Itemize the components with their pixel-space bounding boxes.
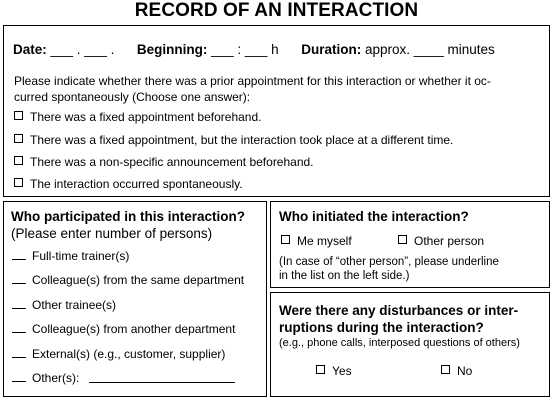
date-time-line xyxy=(13,41,495,58)
beginning-field[interactable]: ___ : ___ h xyxy=(211,42,279,57)
option-label: The interaction occurred spontaneously. xyxy=(30,177,243,191)
disturbance-option-no[interactable] xyxy=(441,364,472,379)
checkbox[interactable] xyxy=(14,178,23,187)
option-label: No xyxy=(457,364,473,378)
participants-subheading: (Please enter number of persons) xyxy=(11,226,213,241)
initiator-option-me[interactable] xyxy=(281,234,352,249)
appointment-instruction xyxy=(14,73,544,105)
participant-row[interactable] xyxy=(12,273,244,288)
beginning-label: Beginning: xyxy=(136,42,208,57)
checkbox[interactable] xyxy=(398,235,407,244)
disturbances-examples: (e.g., phone calls, interposed questions of others) xyxy=(279,337,520,349)
participant-label: Full-time trainer(s) xyxy=(32,249,130,263)
option-label: Me myself xyxy=(297,234,352,248)
appointment-option[interactable] xyxy=(14,155,314,170)
count-blank[interactable] xyxy=(12,323,26,333)
checkbox[interactable] xyxy=(14,134,23,143)
participant-row[interactable] xyxy=(12,371,235,386)
participant-label: Other trainee(s) xyxy=(32,298,117,312)
participant-row[interactable] xyxy=(12,298,116,313)
appointment-option[interactable] xyxy=(14,110,261,125)
participant-row[interactable] xyxy=(12,347,225,362)
count-blank[interactable] xyxy=(12,274,26,284)
option-label: There was a fixed appointment, but the interaction took place at a different time. xyxy=(30,133,454,147)
participants-heading: Who participated in this interaction? xyxy=(11,209,246,224)
disturbance-option-yes[interactable] xyxy=(316,364,352,379)
initiator-option-other[interactable] xyxy=(398,234,484,249)
initiator-heading: Who initiated the interaction? xyxy=(279,209,469,224)
other-specify-field[interactable] xyxy=(89,371,235,383)
count-blank[interactable] xyxy=(12,372,26,382)
option-label: There was a non-specific announcement beforehand. xyxy=(30,155,314,169)
count-blank[interactable] xyxy=(12,348,26,358)
duration-field[interactable]: approx. ____ minutes xyxy=(364,42,495,57)
appointment-option[interactable] xyxy=(14,177,243,192)
option-label: Other person xyxy=(414,234,485,248)
participant-label: External(s) (e.g., customer, supplier) xyxy=(32,347,226,361)
date-field[interactable]: ___ . ___ . xyxy=(50,42,115,57)
date-label: Date: xyxy=(13,42,47,57)
participant-row[interactable] xyxy=(12,322,235,337)
checkbox[interactable] xyxy=(14,111,23,120)
heading-line-2: ruptions during the interaction? xyxy=(279,320,484,335)
count-blank[interactable] xyxy=(12,250,26,260)
option-label: Yes xyxy=(332,364,352,378)
note-line-1: (In case of “other person”, please underline xyxy=(279,256,499,268)
disturbances-heading xyxy=(279,302,518,336)
page-title: RECORD OF AN INTERACTION xyxy=(134,0,419,21)
duration-label: Duration: xyxy=(301,42,362,57)
participant-label: Colleague(s) from another department xyxy=(32,322,236,336)
checkbox[interactable] xyxy=(441,365,450,374)
heading-line-1: Were there any disturbances or inter- xyxy=(279,303,519,318)
checkbox[interactable] xyxy=(14,156,23,165)
appointment-option[interactable] xyxy=(14,133,453,148)
initiator-note xyxy=(279,255,499,283)
option-label: There was a fixed appointment beforehand. xyxy=(30,110,262,124)
participant-row[interactable] xyxy=(12,249,129,264)
count-blank[interactable] xyxy=(12,299,26,309)
note-line-2: in the list on the left side.) xyxy=(279,270,410,282)
instruction-line-2: curred spontaneously (Choose one answer): xyxy=(14,90,251,104)
checkbox[interactable] xyxy=(316,365,325,374)
checkbox[interactable] xyxy=(281,235,290,244)
participant-label: Other(s): xyxy=(32,371,80,385)
participant-label: Colleague(s) from the same department xyxy=(32,273,245,287)
instruction-line-1: Please indicate whether there was a prior appointment for this interaction or whether it oc- xyxy=(14,74,491,88)
